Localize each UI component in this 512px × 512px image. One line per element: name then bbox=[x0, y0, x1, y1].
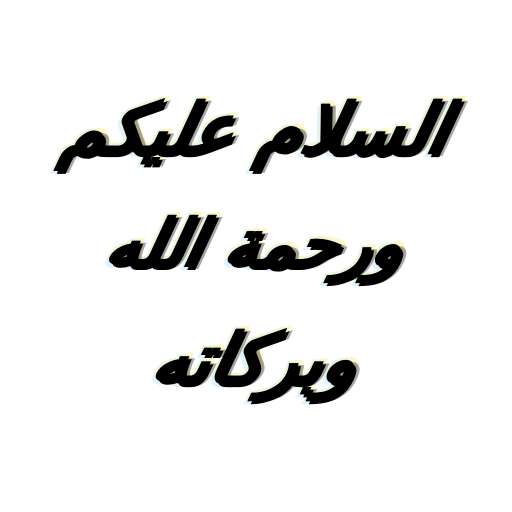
greeting-line-2: ورحمة الله bbox=[99, 205, 413, 282]
greeting-line-3: وبركاته bbox=[145, 318, 367, 400]
greeting-line-1: السلام عليكم bbox=[55, 88, 457, 170]
